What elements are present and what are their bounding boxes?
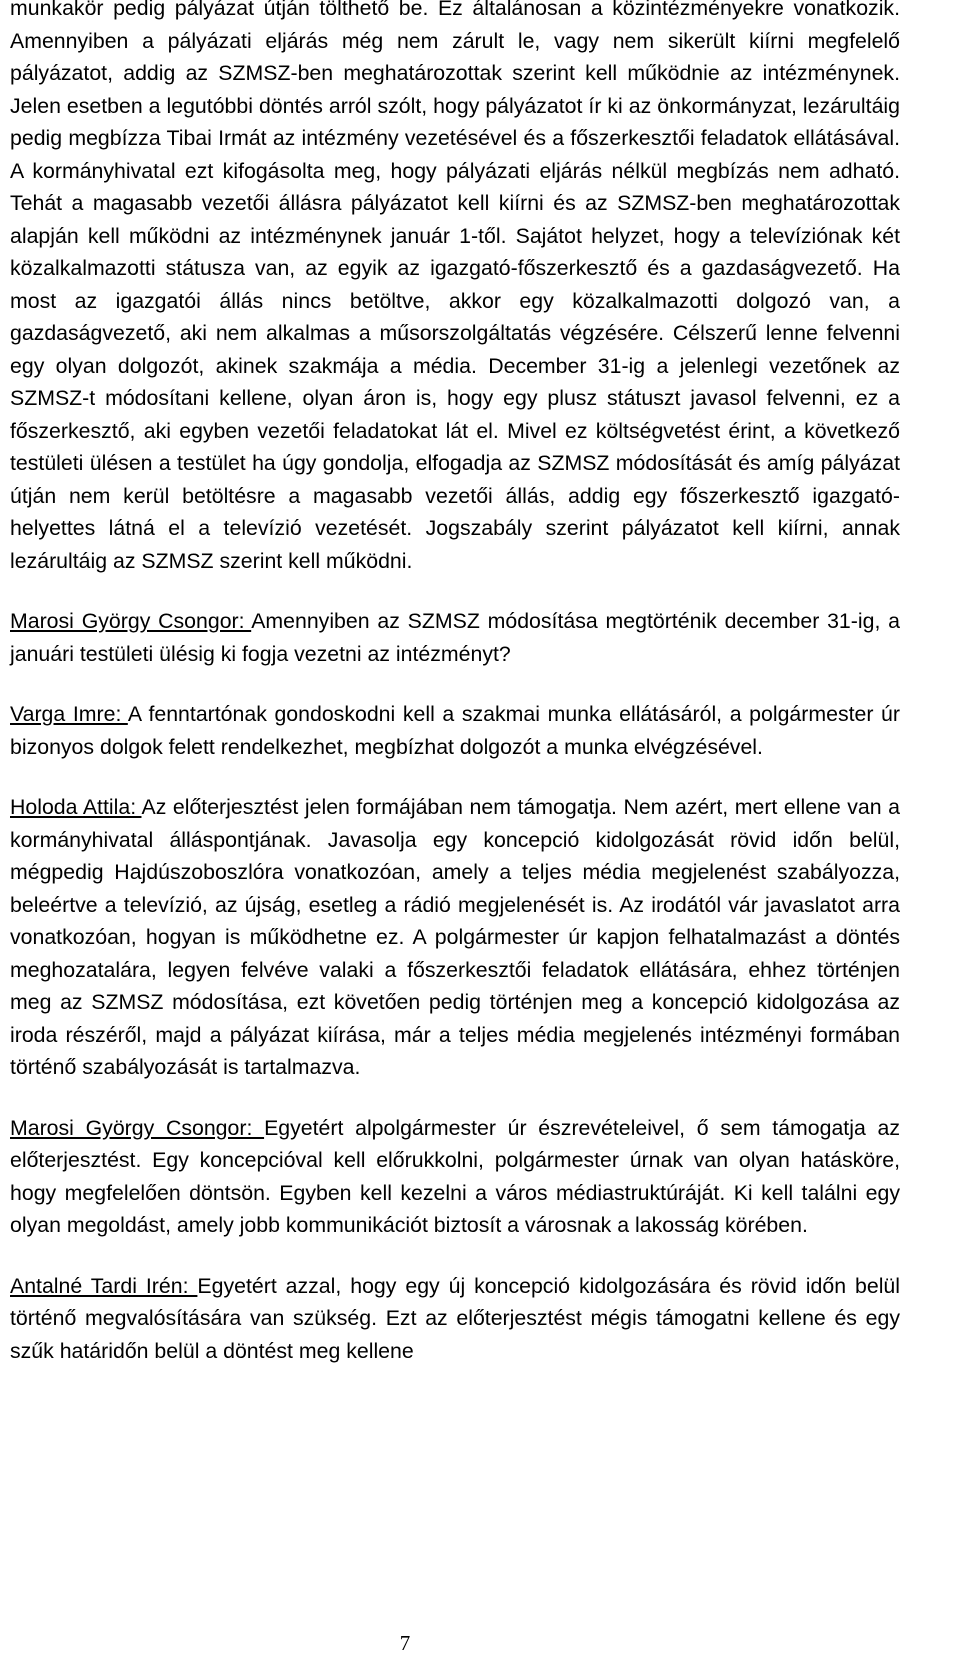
paragraph-marosi-2 — [10, 1112, 900, 1242]
paragraph-text: A fenntartónak gondoskodni kell a szakmai munka ellátásáról, a polgármester úr bizonyos dolgok felett rendelkezhet, megbízhat dolgozót a munka elvégzésével. — [10, 702, 900, 759]
paragraph-text: Az előterjesztést jelen formájában nem támogatja. Nem azért, mert ellene van a kormányhivatal álláspontjának. Javasolja egy koncepció kidolgozását rövid időn belül, mégpedig Hajdúszoboszlóra vonatkozóan, amely a teljes média megjelenést szabályozza, beleértve a televízió, az újság, esetleg a rádió megjelenését is. Az irodától vár javaslatot arra vonatkozóan, hogyan is működhetne ez. A polgármester úr kapjon felhatalmazást a döntés meghozatalára, legyen felvéve valaki a főszerkesztői feladatok ellátására, ehhez történjen meg az SZMSZ módosítása, ezt követően pedig történjen meg a koncepció kidolgozása az iroda részéről, majd a pályázat kiírása, már a teljes média megjelenés intézményi formában történő szabályozását is tartalmazva. — [10, 795, 900, 1079]
paragraph-holoda — [10, 791, 900, 1084]
paragraph-varga — [10, 698, 900, 763]
paragraph-text: Egyetért alpolgármester úr észrevételeivel, ő sem támogatja az előterjesztést. Egy koncepcióval kell előrukkolni, polgármester úrnak van olyan hatásköre, hogy megfelelően döntsön. Egyben kell kezelni a város médiastruktúráját. Ki kell találni egy olyan megoldást, amely jobb kommunikációt biztosít a városnak a lakosság körében. — [10, 1115, 900, 1237]
paragraph-text: Amennyiben az SZMSZ módosítása megtörténik december 31-ig, a januári testületi ülésig ki fogja vezetni az intézményt? — [10, 609, 900, 666]
speaker-name: Marosi György Csongor: — [10, 1115, 265, 1140]
page-number: 7 — [399, 1631, 411, 1655]
paragraph-intro — [10, 0, 900, 577]
speaker-name: Marosi György Csongor: — [10, 609, 252, 633]
paragraph-text: Egyetért azzal, hogy egy új koncepció kidolgozására és rövid időn belül történő megvalósítására van szükség. Ezt az előterjesztést mégis támogatni kellene és egy szűk határidőn belül a döntést meg kellene — [10, 1273, 900, 1363]
paragraph-marosi-1 — [10, 605, 900, 670]
document-page — [10, 0, 900, 1367]
paragraph-antalne — [10, 1270, 900, 1368]
paragraph-text: munkakör pedig pályázat útján tölthető be. Ez általánosan a közintézményekre vonatkozik. Amennyiben a pályázati eljárás még nem zárult le, vagy nem sikerült kiírni megfelelő pályázatot, addig az SZMSZ-ben meghatározottak szerint kell működnie az intézménynek. Jelen esetben a legutóbbi döntés arról szólt, hogy pályázatot ír ki az önkormányzat, lezárultáig pedig megbízza Tibai Irmát az intézmény vezetésével és a főszerkesztői feladatok ellátásával. A kormányhivatal ezt kifogásolta meg, hogy pályázati eljárás nélkül megbízás nem adható. Tehát a magasabb vezetői állásra pályázatot kell kiírni és az SZMSZ-ben meghatározottak alapján kell működni az intézménynek január 1-től. Sajátot helyzet, hogy a televíziónak két közalkalmazotti státusza van, az egyik az igazgató-főszerkesztő és a gazdaságvezető. Ha most az igazgatói állás nincs betöltve, akkor egy közalkalmazotti dolgozó van, a gazdaságvezető, aki nem alkalmas a műsorszolgáltatás végzésére. Célszerű lenne felvenni egy olyan dolgozót, akinek szakmája a média. December 31-ig a jelenlegi vezetőnek az SZMSZ-t módosítani kellene, olyan áron is, hogy egy plusz státuszt javasol felvenni, ez a főszerkesztő, aki egyben vezetői feladatokat lát el. Mivel ez költségvetést érint, a következő testületi ülésen a testület ha úgy gondolja, elfogadja az SZMSZ módosítását és amíg pályázat útján nem kerül betöltésre a magasabb vezetői állás, addig egy főszerkesztő igazgató-helyettes látná el a televízió vezetését. Jogszabály szerint pályázatot kell kiírni, annak lezárultáig az SZMSZ szerint kell működni. — [10, 0, 900, 573]
speaker-name: Antalné Tardi Irén: — [10, 1273, 198, 1298]
speaker-name: Varga Imre: — [10, 702, 128, 726]
speaker-name: Holoda Attila: — [10, 795, 142, 819]
